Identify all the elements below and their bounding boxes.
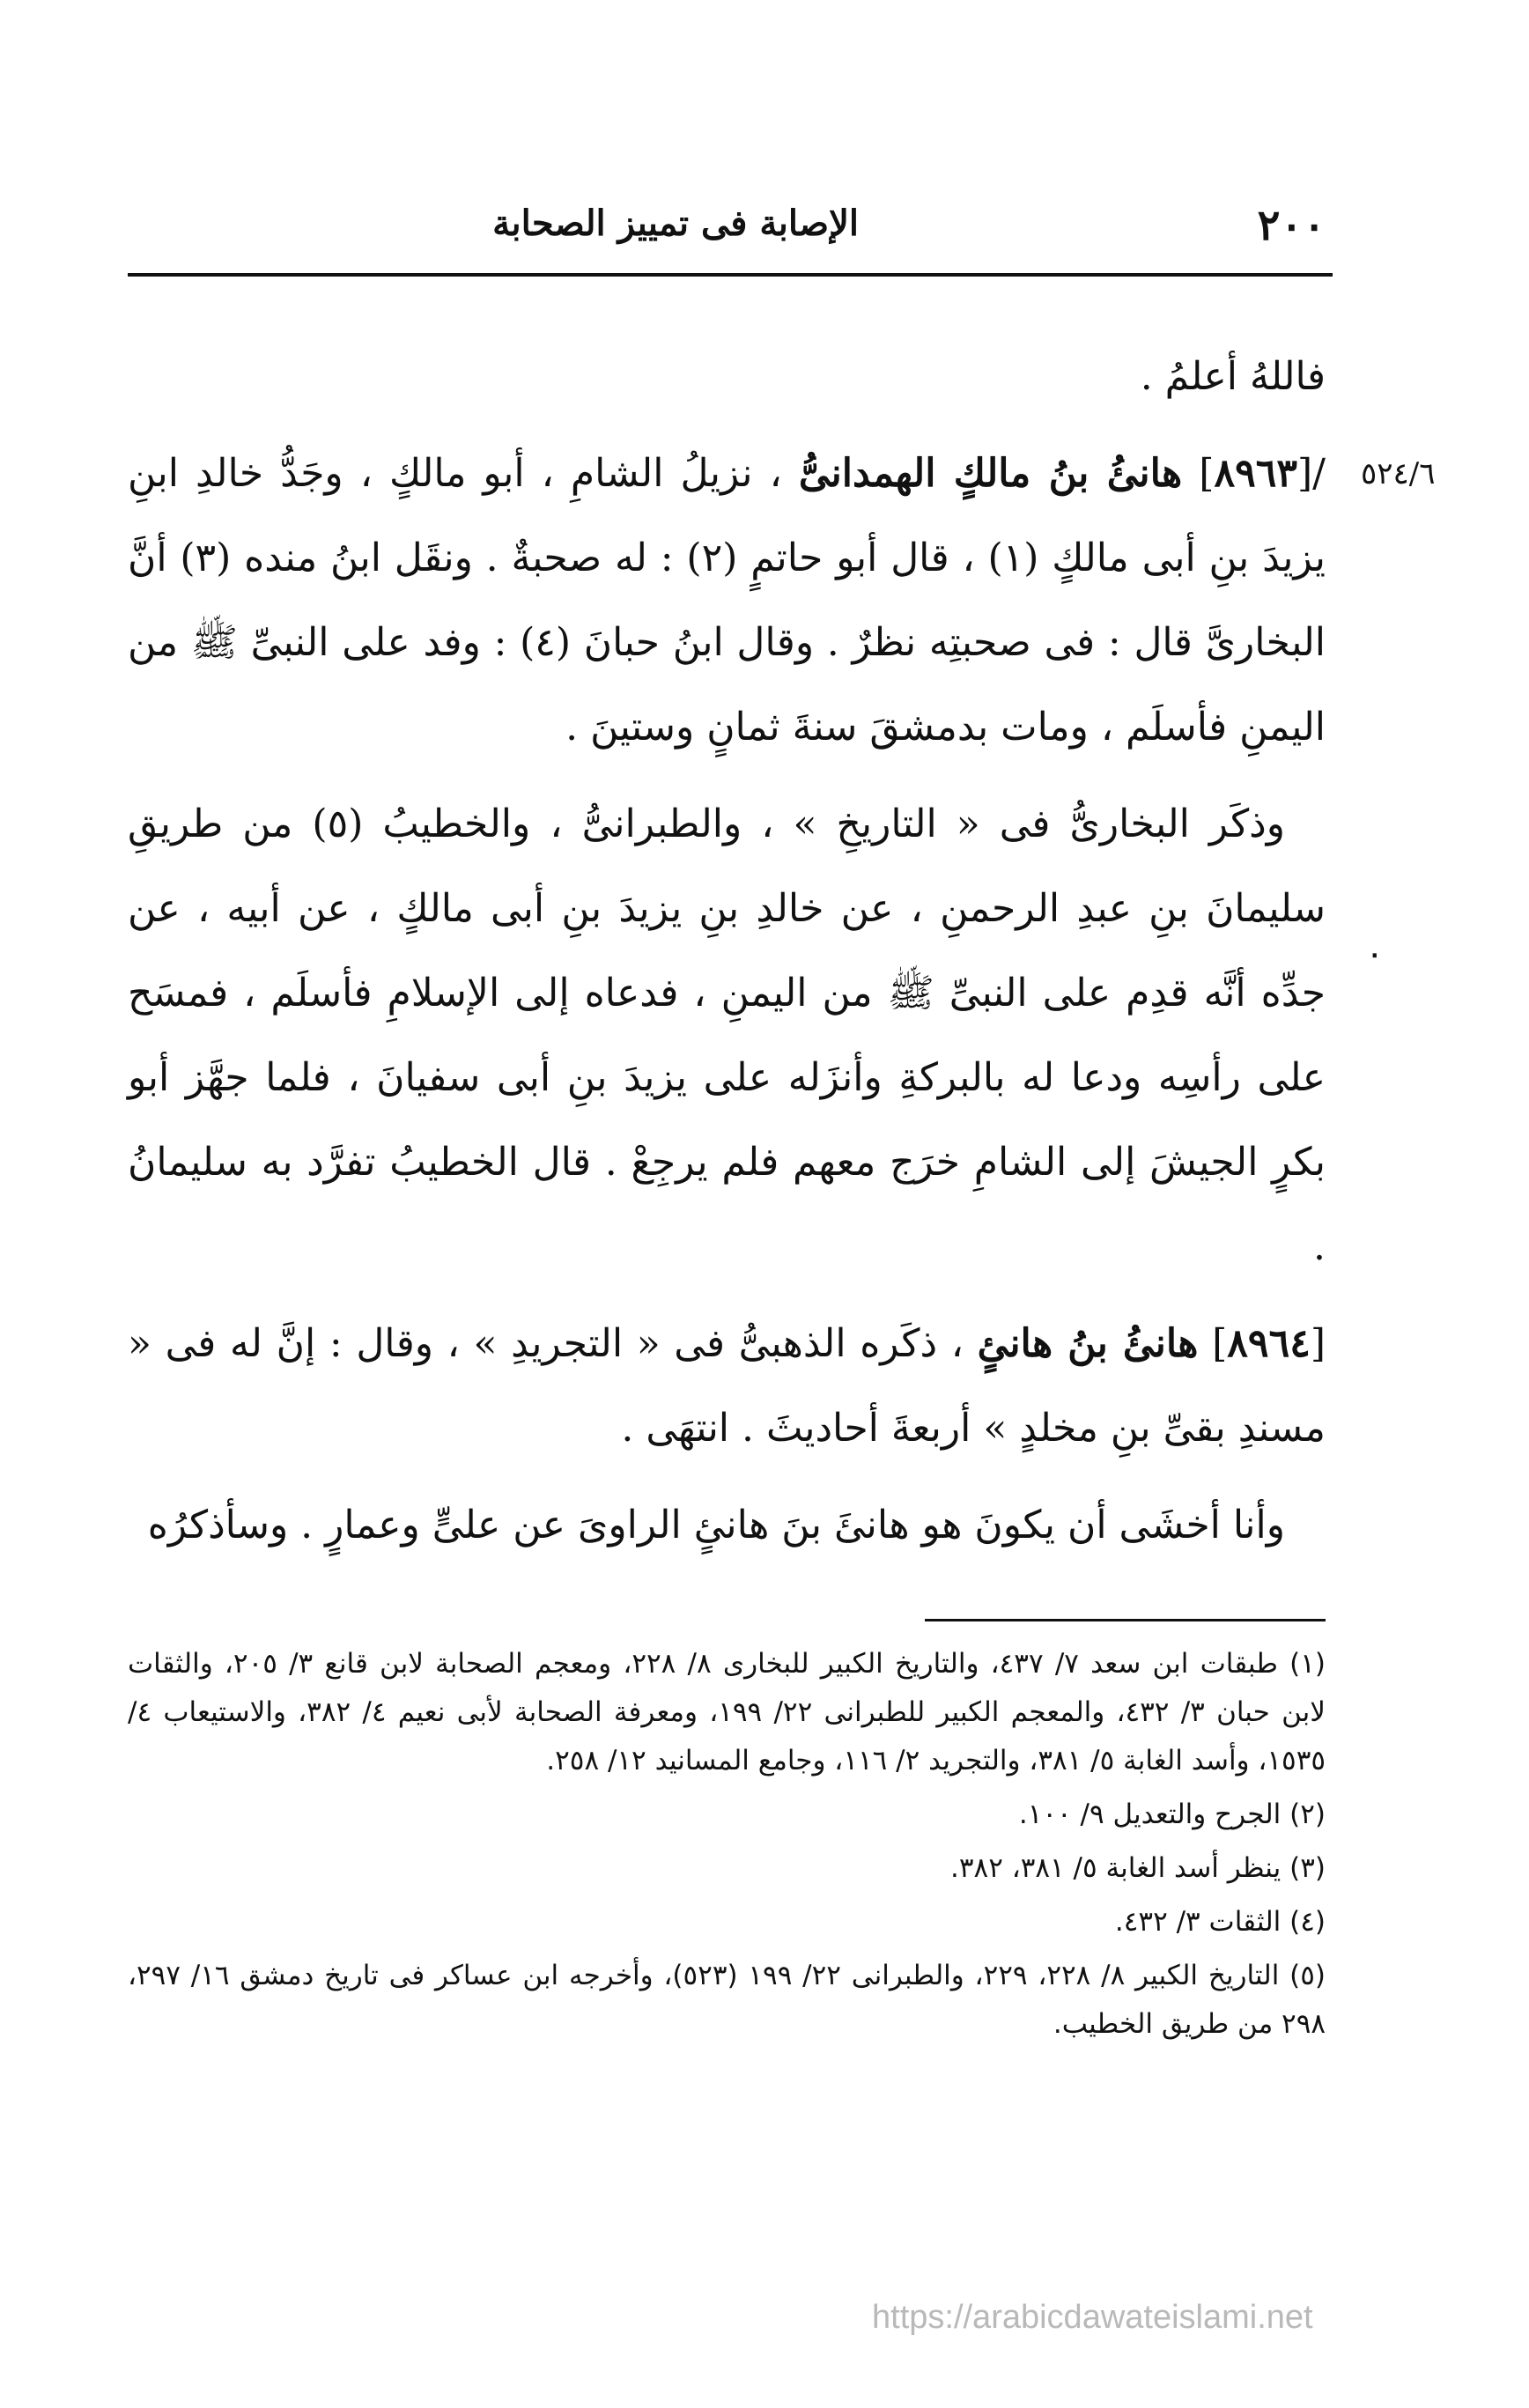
book-title: الإصابة فى تمييز الصحابة [492, 203, 859, 244]
entry-bracket: ] [1212, 1321, 1228, 1366]
entry-prefix: [ [1310, 1321, 1326, 1366]
entry-8964 [128, 1302, 1326, 1471]
margin-dot: ٠ [1365, 934, 1385, 974]
running-header [128, 201, 1326, 262]
header-rule [128, 273, 1333, 277]
paragraph-1: فاللهُ أعلمُ . [1140, 354, 1326, 399]
main-text [128, 335, 1326, 1580]
entry-number: ٨٩٦٣ [1214, 451, 1297, 496]
footnote-5: (٥) التاريخ الكبير ٨/ ٢٢٨، ٢٢٩، والطبرانى ٢٢/ ١٩٩ (٥٢٣)، وأخرجه ابن عساكر فى تاريخ دمشق ١٦/ ٢٩٧، ٢٩٨ من طريق الخطيب. [128, 1960, 1326, 2040]
footnote-1: (١) طبقات ابن سعد ٧/ ٤٣٧، والتاريخ الكبير للبخارى ٨/ ٢٢٨، ومعجم الصحابة لابن قانع ٣/ ٢٠٥، والثقات لابن حبان ٣/ ٤٣٢، والمعجم الكبير للطبرانى ٢٢/ ١٩٩، ومعرفة الصحابة لأبى نعيم ٤/ ٣٨٢، والاستيعاب ٤/ ١٥٣٥، وأسد الغابة ٥/ ٣٨١، والتجريد ٢/ ١١٦، وجامع المسانيد ١٢/ ٢٥٨. [128, 1648, 1326, 1776]
paragraph-5: وأنا أخشَى أن يكونَ هو هانئَ بنَ هانئٍ الراوىَ عن علىٍّ وعمارٍ . وسأذكرُه [147, 1503, 1285, 1547]
entry-text: ، نزيلُ الشامِ ، أبو مالكٍ ، وجَدُّ خالدِ ابنِ يزيدَ بنِ أبى مالكٍ (١) ، قال أبو حاتمٍ (٢) : له صحبةٌ . ونقَل ابنُ منده (٣) أنَّ البخارىَّ قال : فى صحبتِه نظرٌ . وقال ابنُ حبانَ (٤) : وفد على النبىِّ ﷺ من اليمنِ فأسلَم ، ومات بدمشقَ سنةَ ثمانٍ وستينَ . [128, 451, 1326, 750]
entry-text: ، ذكَره الذهبىُّ فى « التجريدِ » ، وقال : إنَّ له فى « مسندِ بقىِّ بنِ مخلدٍ » أربعةَ أحاديثَ . انتهَى . [128, 1321, 1326, 1451]
entry-name: هانئُ بنُ هانئٍ [977, 1321, 1199, 1366]
entry-bracket: ] [1199, 451, 1215, 496]
footnote-rule [925, 1619, 1326, 1621]
entry-number: ٨٩٦٤ [1227, 1321, 1311, 1366]
watermark-url: https://arabicdawateislami.net [872, 2299, 1313, 2336]
page-number: ٢٠٠ [1257, 201, 1326, 250]
entry-prefix: /[ [1296, 451, 1326, 496]
paragraph-3: وذكَر البخارىُّ فى « التاريخِ » ، والطبرانىُّ ، والخطيبُ (٥) من طريقِ سليمانَ بنِ عبدِ الرحمنِ ، عن خالدِ بنِ يزيدَ بنِ أبى مالكٍ ، عن أبيه ، عن جدِّه أنَّه قدِم على النبىِّ ﷺ من اليمنِ ، فدعاه إلى الإسلامِ فأسلَم ، فمسَح على رأسِه ودعا له بالبركةِ وأنزَله على يزيدَ بنِ أبى سفيانَ ، فلما جهَّز أبو بكرٍ الجيشَ إلى الشامِ خرَج معهم فلم يرجِعْ . قال الخطيبُ تفرَّد به سليمانُ . [128, 801, 1326, 1269]
footnote-3: (٣) ينظر أسد الغابة ٥/ ٣٨١، ٣٨٢. [950, 1852, 1326, 1884]
footnotes [128, 1640, 1326, 2054]
footnote-4: (٤) الثقات ٣/ ٤٣٢. [1114, 1906, 1326, 1938]
footnote-2: (٢) الجرح والتعديل ٩/ ١٠٠. [1018, 1799, 1326, 1830]
entry-8963 [128, 432, 1326, 770]
margin-volume-reference: ٥٢٤/٦ [1361, 456, 1436, 491]
entry-name: هانئُ بنُ مالكٍ الهمدانىُّ [798, 451, 1183, 496]
